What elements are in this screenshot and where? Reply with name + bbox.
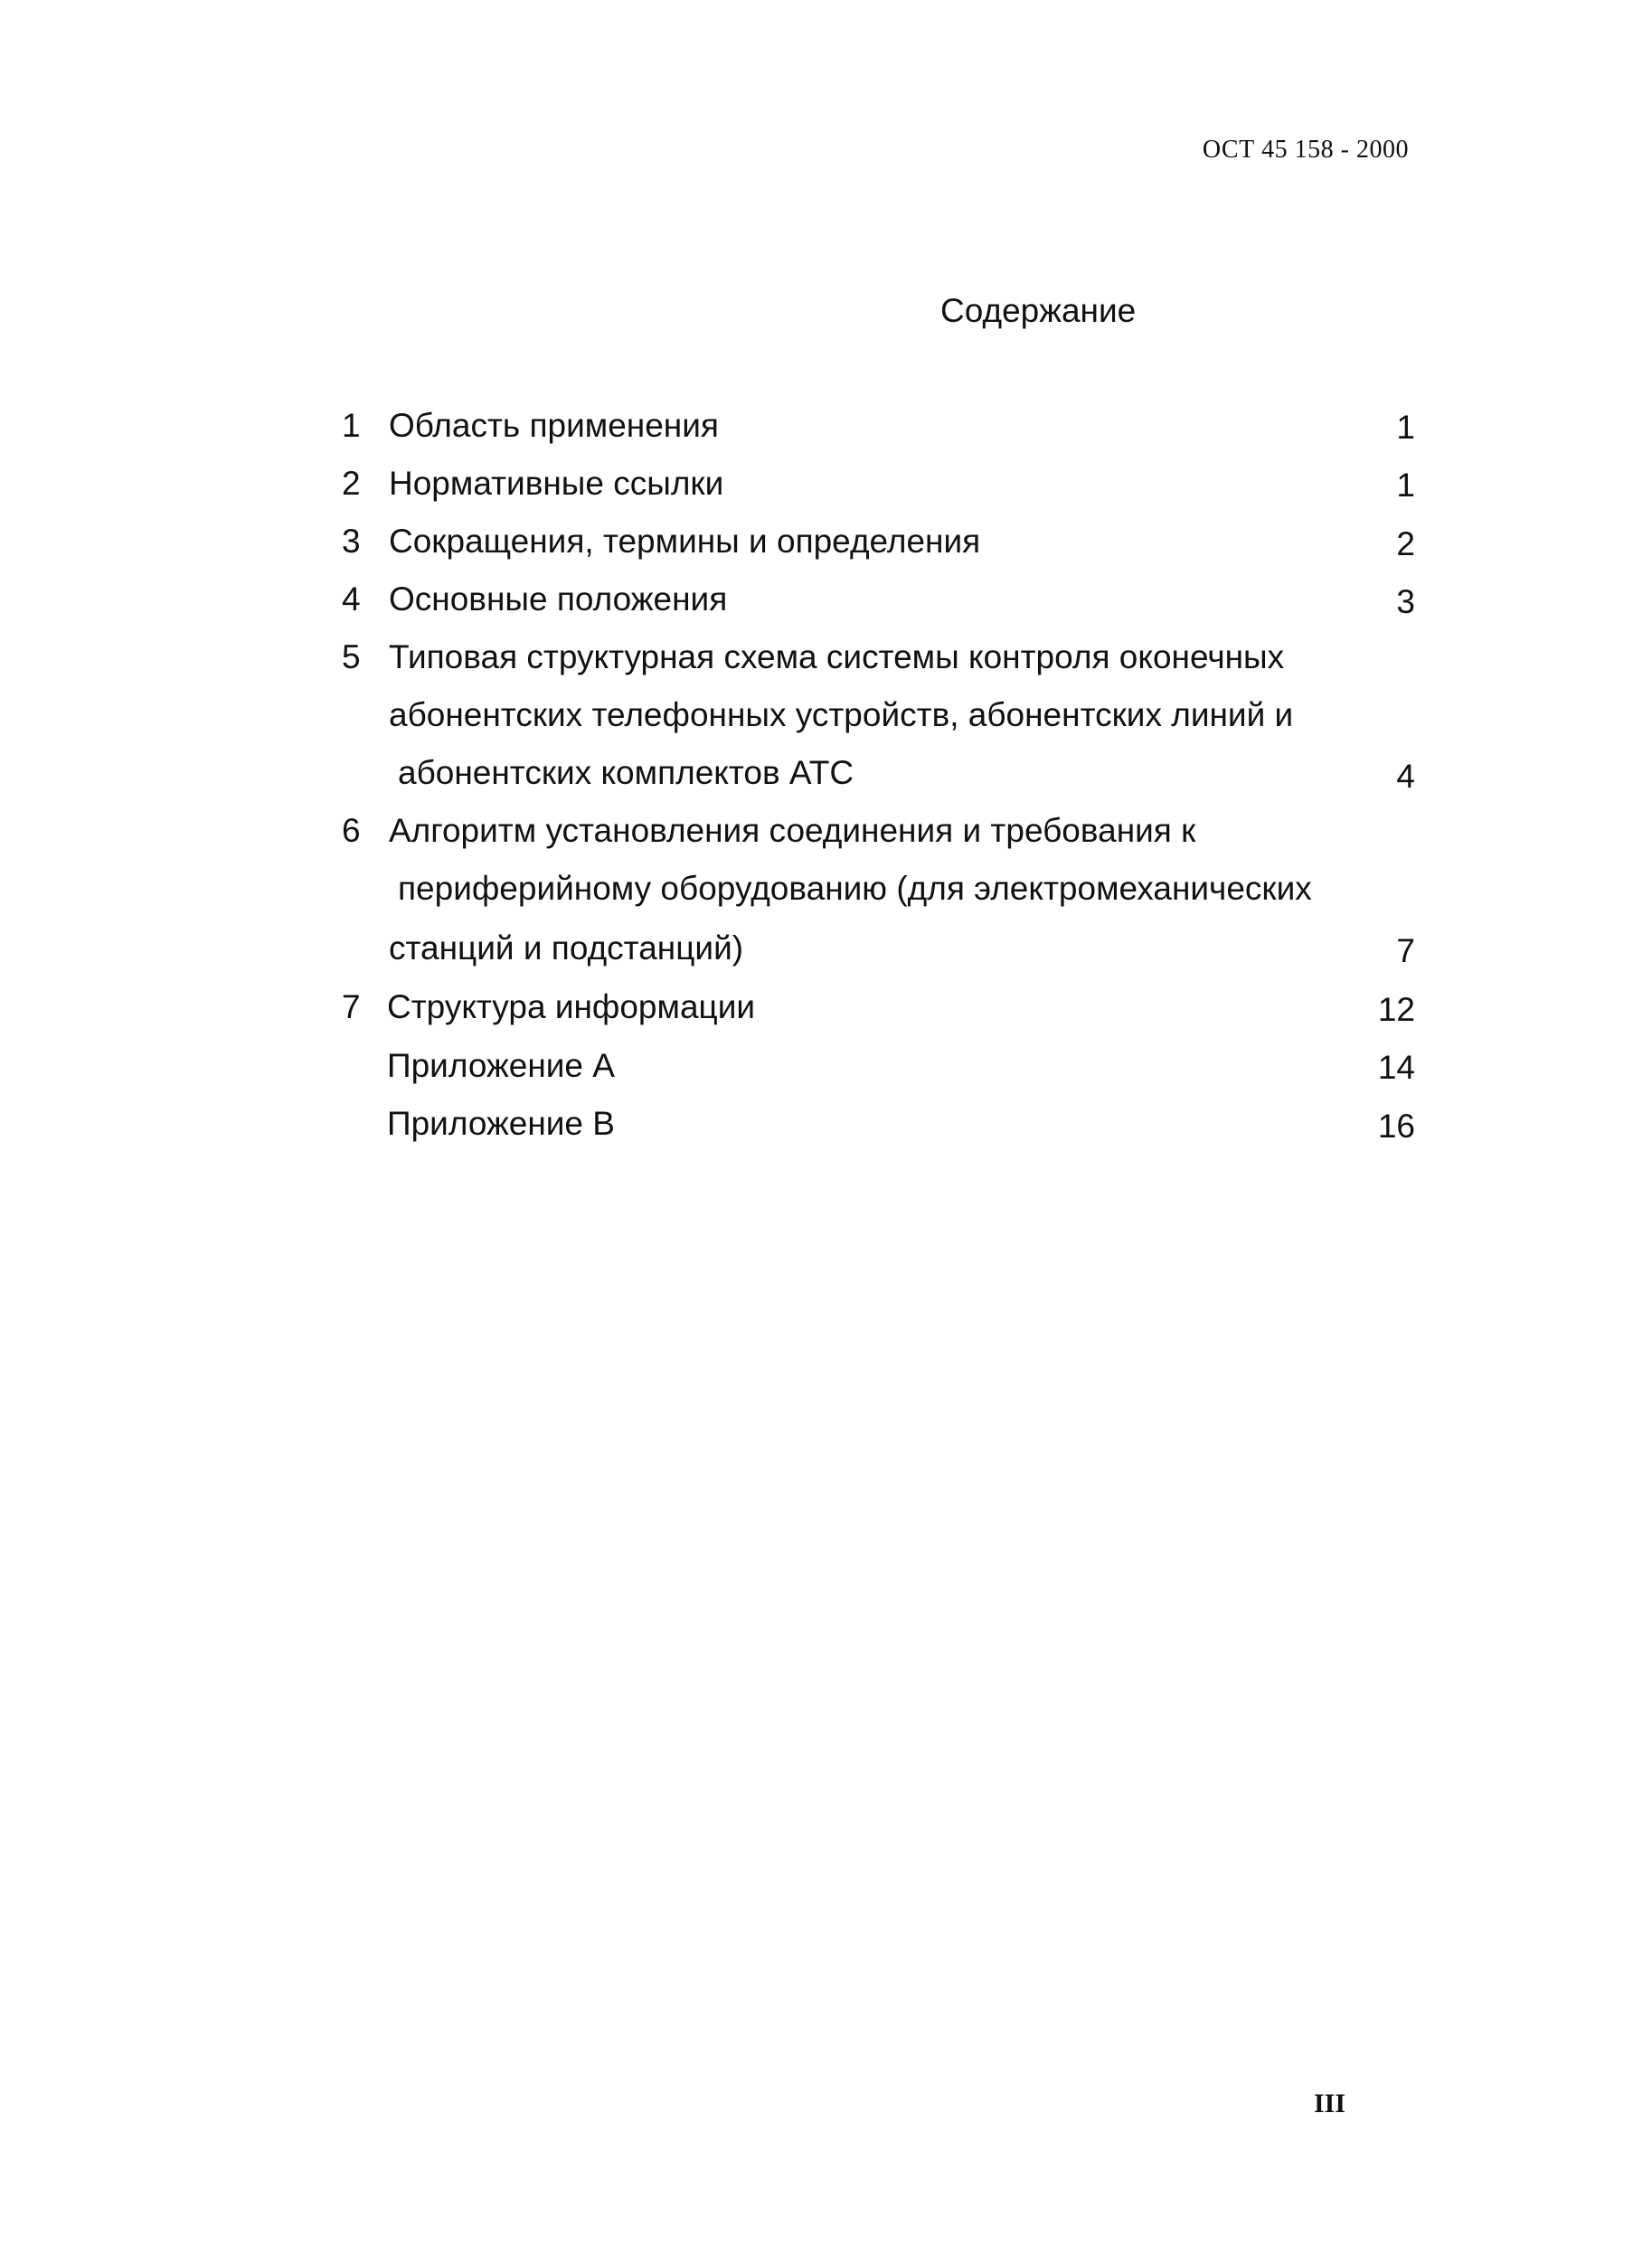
toc-entry-title-line-1: Типовая структурная схема системы контроля оконечных [389,638,1285,675]
toc-entry-title: Приложение А [387,1047,615,1084]
toc-entry-title-line-3: абонентских комплектов АТС [398,754,854,791]
toc-entry-page: 3 [1396,583,1415,620]
toc-entry-title-line-3: станций и подстанций) [389,929,744,967]
toc-entry-title-line-1: Алгоритм установления соединения и требования к [389,812,1196,849]
toc-entry-title-line-2: периферийному оборудованию (для электромеханических [398,870,1312,907]
toc-entry-title: Основные положения [389,580,728,618]
toc-entry-number: 4 [342,580,361,618]
toc-entry-page: 14 [1377,1049,1415,1086]
toc-entry-title: Сокращения, термины и определения [389,523,981,560]
toc-entry-title: Область применения [389,407,719,444]
toc-entry-number: 5 [342,638,361,675]
toc-entry-page: 7 [1396,932,1415,969]
toc-entry-number: 1 [342,407,361,444]
toc-entry-title: Нормативные ссылки [389,465,724,502]
toc-entry-number: 7 [342,988,361,1025]
toc-entry-title-line-2: абонентских телефонных устройств, абонентских линий и [389,696,1294,733]
document-code: ОСТ 45 158 - 2000 [1202,136,1409,164]
toc-entry-page: 12 [1377,991,1415,1028]
toc-entry-page: 2 [1396,525,1415,562]
toc-entry-number: 6 [342,812,361,849]
toc-entry-page: 4 [1396,758,1415,795]
toc-entry-page: 16 [1377,1108,1415,1145]
page-number: III [1314,2089,1346,2118]
toc-title: Содержание [940,292,1137,329]
toc-entry-title: Приложение В [387,1105,615,1142]
toc-entry-title: Структура информации [387,988,756,1025]
toc-entry-page: 1 [1396,467,1415,504]
toc-entry-number: 2 [342,465,361,502]
toc-entry-number: 3 [342,523,361,560]
toc-entry-page: 1 [1396,409,1415,446]
